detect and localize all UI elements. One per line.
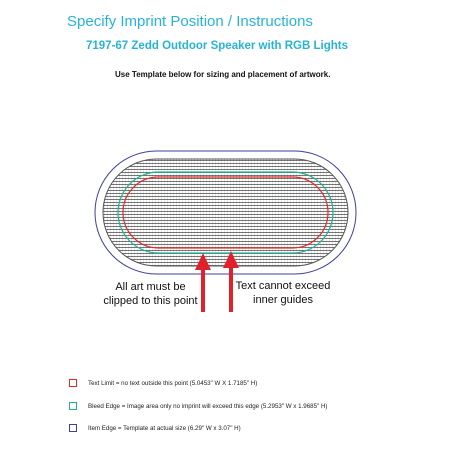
- legend-item-edge: [69, 423, 241, 433]
- clip-point-annotation: [98, 280, 203, 308]
- legend-item-edge-label: Item Edge = Template at actual size (6.29" W x 3.07" H): [88, 424, 241, 432]
- bleed-edge-swatch: [69, 402, 77, 410]
- text-limit-swatch: [69, 379, 77, 387]
- legend-bleed-edge-label: Bleed Edge = Image area only no imprint will exceed this edge (5.2953" W x 1.9685" H): [88, 402, 328, 410]
- template-instruction: Use Template below for sizing and placement of artwork.: [115, 70, 331, 79]
- page-title: Specify Imprint Position / Instructions: [67, 13, 313, 30]
- clip-annotation-line-1: All art must be: [115, 281, 186, 293]
- item-edge-swatch: [69, 424, 77, 432]
- guide-annotation-line-1: Text cannot exceed: [235, 280, 331, 292]
- legend-bleed-edge: [69, 401, 327, 411]
- legend-text-limit: [69, 378, 257, 388]
- product-title: 7197-67 Zedd Outdoor Speaker with RGB Lights: [86, 40, 348, 52]
- inner-guide-annotation: [228, 279, 338, 307]
- clip-annotation-line-2: clipped to this point: [103, 295, 198, 307]
- legend-text-limit-label: Text Limit = no text outside this point (5.0453" W X 1.7185" H): [88, 379, 258, 387]
- guide-annotation-line-2: inner guides: [253, 294, 313, 306]
